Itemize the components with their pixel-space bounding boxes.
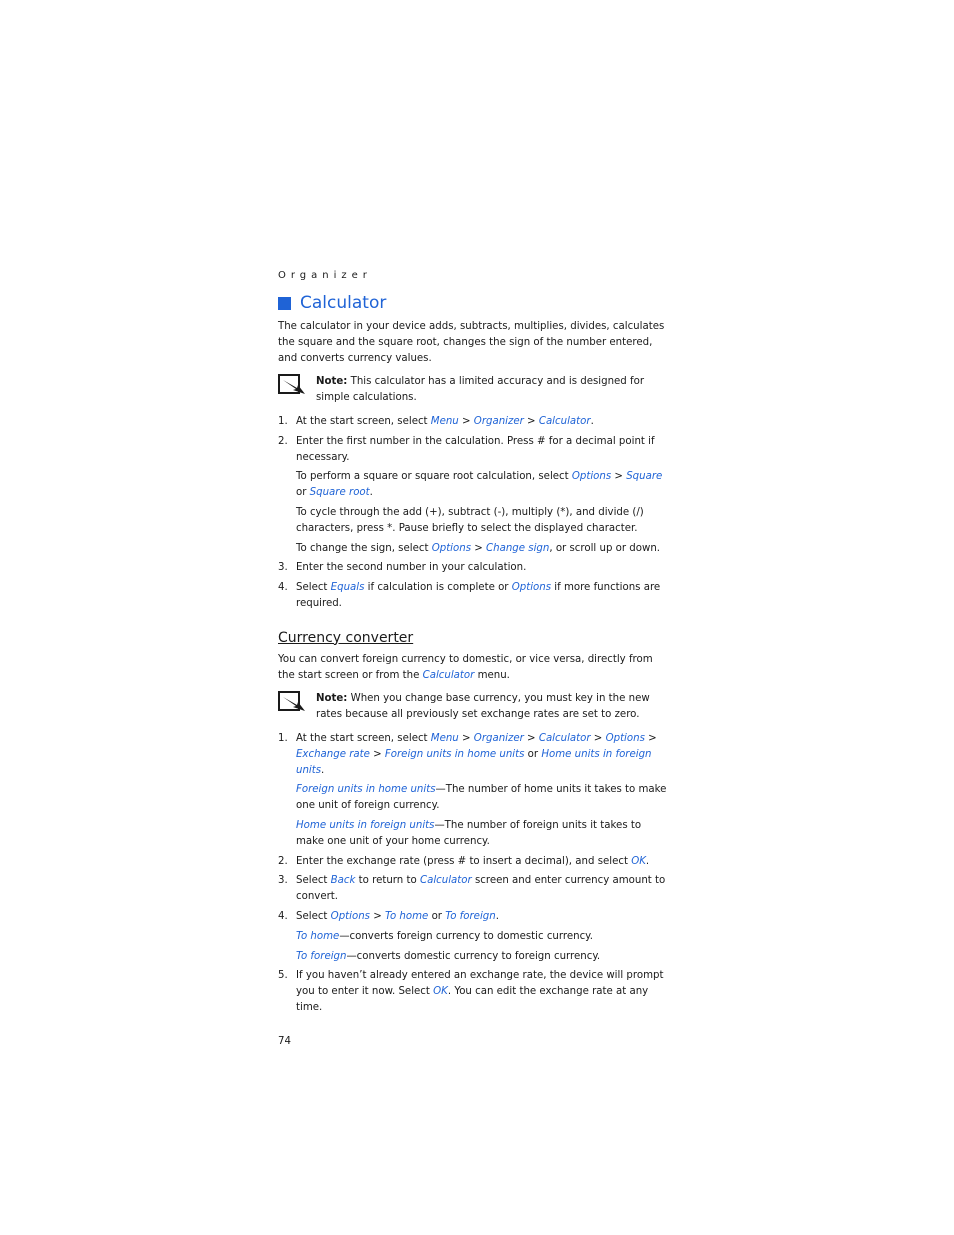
section-header: Organizer bbox=[278, 270, 372, 281]
options-link[interactable]: Options bbox=[330, 910, 370, 922]
options-link[interactable]: Options bbox=[431, 542, 472, 554]
foreign-in-home-link[interactable]: Foreign units in home units bbox=[384, 748, 525, 760]
list-item: 1. At the start screen, select Menu > Organizer > Calculator. bbox=[278, 415, 594, 427]
back-link[interactable]: Back bbox=[330, 875, 356, 887]
to-foreign-link[interactable]: To foreign bbox=[445, 910, 496, 922]
list-item: 1. At the start screen, select Menu > Organizer > Calculator > Options > Exchange rate > Foreign units in home units or Home units in foreign units. Foreign units in home units—The number of home units it takes to make one unit of foreign currency. Home units in foreign units—The number of foreign units it takes to make one unit of your home currency. bbox=[278, 732, 667, 847]
list-item: 4. Select Options > To home or To foreign. To home—converts foreign currency to domestic currency. To foreign—converts domestic currency to foreign currency. bbox=[278, 910, 601, 962]
calculator-intro: The calculator in your device adds, subtracts, multiplies, divides, calculates the square and the square root, changes the sign of the number entered, and converts currency values. bbox=[278, 321, 665, 364]
heading-square-icon bbox=[278, 297, 291, 310]
foreign-in-home-link[interactable]: Foreign units in home units bbox=[296, 784, 436, 796]
to-home-link[interactable]: To home bbox=[385, 910, 429, 922]
currency-note bbox=[278, 691, 670, 723]
note-icon bbox=[278, 374, 308, 396]
options-link[interactable]: Options bbox=[605, 732, 645, 744]
currency-intro: You can convert foreign currency to domestic, or vice versa, directly from the start screen or from the Calculator menu. bbox=[278, 653, 653, 681]
equals-link[interactable]: Equals bbox=[330, 582, 365, 594]
calculator-heading bbox=[278, 293, 670, 313]
calculator-title: Calculator bbox=[300, 293, 387, 313]
square-link[interactable]: Square bbox=[626, 471, 663, 483]
note-text: Note: When you change base currency, you must key in the new rates because all previously set exchange rates are set to zero. bbox=[316, 693, 650, 721]
calculator-steps bbox=[278, 414, 670, 612]
note-text: Note: This calculator has a limited accuracy and is designed for simple calculations. bbox=[316, 376, 645, 404]
list-item: 3. Enter the second number in your calculation. bbox=[278, 562, 527, 574]
list-item: 2. Enter the first number in the calculation. Press # for a decimal point if necessary. To perform a square or square root calculation, select Options > Square or Square root. To cycle through the add (+), subtract (-), multiply (*), and divide (/) characters, press *. Pause briefly to select the displayed character. To change the sign, select Options > Change sign, or scroll up or down. bbox=[278, 435, 663, 554]
list-item: 3. Select Back to return to Calculator screen and enter currency amount to convert. bbox=[278, 875, 666, 903]
manual-page bbox=[278, 270, 670, 1047]
calculator-link[interactable]: Calculator bbox=[538, 415, 591, 427]
menu-link[interactable]: Menu bbox=[430, 415, 459, 427]
calculator-link[interactable]: Calculator bbox=[538, 732, 591, 744]
calculator-link[interactable]: Calculator bbox=[419, 875, 472, 887]
page-number: 74 bbox=[278, 1035, 291, 1047]
change-sign-link[interactable]: Change sign bbox=[486, 542, 550, 554]
list-item: 4. Select Equals if calculation is complete or Options if more functions are required. bbox=[278, 582, 661, 609]
calculator-link[interactable]: Calculator bbox=[422, 669, 475, 681]
menu-link[interactable]: Menu bbox=[430, 732, 459, 744]
exchange-rate-link[interactable]: Exchange rate bbox=[296, 748, 370, 760]
to-foreign-link[interactable]: To foreign bbox=[296, 950, 347, 962]
calculator-note bbox=[278, 374, 670, 406]
ok-link[interactable]: OK bbox=[433, 986, 448, 998]
options-link[interactable]: Options bbox=[571, 471, 612, 483]
options-link[interactable]: Options bbox=[511, 582, 552, 594]
list-item: 5. If you haven’t already entered an exchange rate, the device will prompt you to enter it now. Select OK. You can edit the exchange rate at any time. bbox=[278, 970, 664, 1013]
home-in-foreign-link[interactable]: Home units in foreign units bbox=[296, 748, 652, 776]
list-item: 2. Enter the exchange rate (press # to insert a decimal), and select OK. bbox=[278, 855, 650, 867]
currency-heading: Currency converter bbox=[278, 629, 414, 646]
organizer-link[interactable]: Organizer bbox=[473, 732, 524, 744]
square-root-link[interactable]: Square root bbox=[309, 487, 370, 499]
currency-steps bbox=[278, 731, 670, 1016]
to-home-link[interactable]: To home bbox=[296, 930, 340, 942]
ok-link[interactable]: OK bbox=[631, 855, 646, 867]
home-in-foreign-link[interactable]: Home units in foreign units bbox=[296, 819, 435, 831]
note-icon bbox=[278, 691, 308, 713]
organizer-link[interactable]: Organizer bbox=[473, 415, 524, 427]
